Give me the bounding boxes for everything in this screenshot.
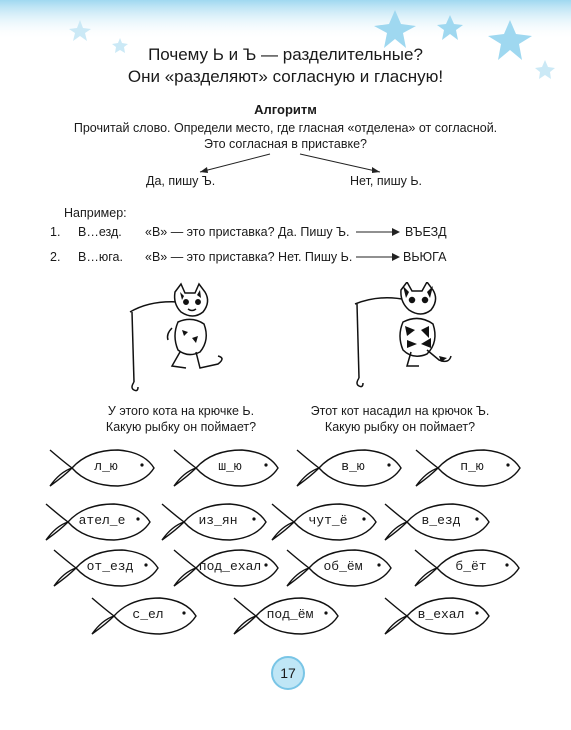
fish-word-label: в_езд (421, 513, 461, 528)
fish-card[interactable] (48, 446, 156, 490)
fish-card[interactable] (160, 500, 268, 544)
fish-card[interactable] (285, 546, 393, 590)
right-cat-caption-2: Какую рыбку он поймает? (324, 420, 476, 434)
examples-intro: Например: (64, 206, 127, 220)
fish-word-label: ател_е (78, 513, 126, 528)
example-number: 1. (50, 225, 61, 239)
fish-word-label: с_ел (132, 607, 164, 622)
answer-yes: Да, пишу Ъ. (146, 174, 216, 188)
answer-no: Нет, пишу Ь. (350, 174, 423, 188)
arrow-right-icon (356, 227, 402, 237)
fish-card[interactable] (295, 446, 403, 490)
fish-card[interactable] (172, 546, 280, 590)
algorithm-instruction: Прочитай слово. Определи место, где гласная «отделена» от согласной. (73, 121, 498, 135)
cat-fishing-illustration (345, 282, 455, 392)
arrow-right-icon (356, 252, 402, 262)
right-cat-caption-1: Этот кот насадил на крючок Ъ. (310, 404, 490, 418)
example-result: ВЪЕЗД (405, 225, 447, 239)
example-number: 2. (50, 250, 61, 264)
decision-arrows (0, 150, 571, 180)
left-cat-caption-2: Какую рыбку он поймает? (105, 420, 257, 434)
page-title-line-1: Почему Ь и Ъ — разделительные? (148, 45, 423, 64)
fish-card[interactable] (44, 500, 152, 544)
example-question: «В» — это приставка? Нет. Пишу Ь. (145, 250, 353, 264)
fish-card[interactable] (383, 500, 491, 544)
fish-card[interactable] (232, 594, 340, 638)
fish-word-label: б_ёт (455, 559, 487, 574)
fish-word-label: под_ехал (198, 559, 262, 574)
fish-card[interactable] (270, 500, 378, 544)
fish-word-label: в_ю (341, 459, 365, 474)
algorithm-question: Это согласная в приставке? (204, 137, 367, 151)
fish-word-label: об_ём (323, 559, 363, 574)
fish-word-label: под_ём (266, 607, 314, 622)
fish-word-label: от_езд (86, 559, 134, 574)
example-word: В…езд. (78, 225, 122, 239)
fish-word-label: л_ю (94, 459, 118, 474)
fish-card[interactable] (413, 546, 521, 590)
fish-card[interactable] (383, 594, 491, 638)
fish-card[interactable] (414, 446, 522, 490)
fish-word-label: ш_ю (218, 459, 242, 474)
algorithm-heading: Алгоритм (254, 102, 317, 117)
fish-word-label: в_ехал (417, 607, 465, 622)
cat-fishing-illustration (120, 282, 230, 392)
fish-card[interactable] (172, 446, 280, 490)
example-question: «В» — это приставка? Да. Пишу Ъ. (145, 225, 350, 239)
fish-word-label: чут_ё (308, 513, 348, 528)
left-cat-caption-1: У этого кота на крючке Ь. (107, 404, 255, 418)
page-title-line-2: Они «разделяют» согласную и гласную! (127, 67, 444, 86)
example-word: В…юга. (78, 250, 123, 264)
fish-word-label: из_ян (198, 513, 238, 528)
fish-card[interactable] (52, 546, 160, 590)
fish-word-label: п_ю (460, 459, 484, 474)
fish-card[interactable] (90, 594, 198, 638)
page-number: 17 (271, 656, 305, 690)
example-result: ВЬЮГА (403, 250, 447, 264)
